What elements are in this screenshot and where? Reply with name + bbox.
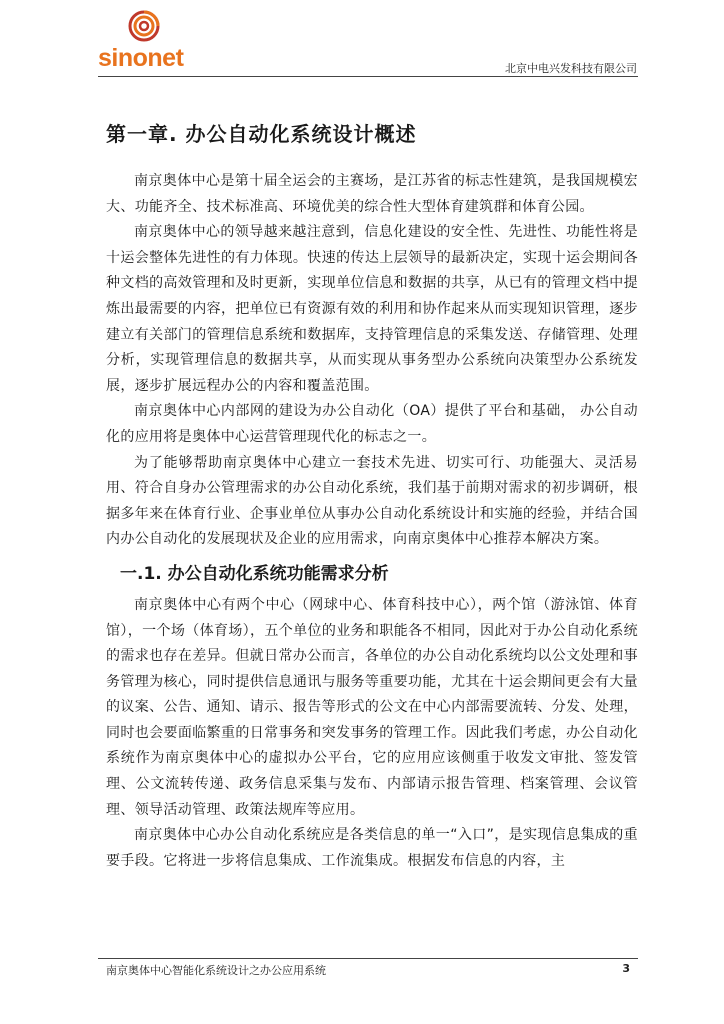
swirl-logo-icon	[128, 10, 160, 42]
paragraph: 南京奥体中心办公自动化系统应是各类信息的单一“入口”，是实现信息集成的重要手段。它将进一步将信息集成、工作流集成。根据发布信息的内容，主	[106, 827, 638, 869]
footer-document-title: 南京奥体中心智能化系统设计之办公应用系统	[106, 964, 326, 977]
paragraph: 南京奥体中心有两个中心（网球中心、体育科技中心），两个馆（游泳馆、体育馆），一个场（体育场），五个单位的业务和职能各不相同，因此对于办公自动化系统的需求也存在差异。但就日常办公而言，各单位的办公自动化系统均以公文处理和事务管理为核心，同时提供信息通讯与服务等重要功能，尤其在十运会期间更会有大量的议案、公告、通知、请示、报告等形式的公文在中心内部需要流转、分发、处理，同时也会要面临繁重的日常事务和突发事务的管理工作。因此我们考虑，办公自动化系统作为南京奥体中心的虚拟办公平台，它的应用应该侧重于收发文审批、签发管理、公文流转传递、政务信息采集与发布、内部请示报告管理、档案管理、会议管理、领导活动管理、政策法规库等应用。	[106, 596, 638, 818]
paragraph: 南京奥体中心的领导越来越注意到，信息化建设的安全性、先进性、功能性将是十运会整体先进性的有力体现。快速的传达上层领导的最新决定，实现十运会期间各种文档的高效管理和及时更新，实现单位信息和数据的共享，从已有的管理文档中提炼出最需要的内容，把单位已有资源有效的利用和协作起来从而实现知识管理，逐步建立有关部门的管理信息系统和数据库，支持管理信息的采集发送、存储管理、处理分析，实现管理信息的数据共享，从而实现从事务型办公系统向决策型办公系统发展，逐步扩展远程办公的内容和覆盖范围。	[106, 224, 638, 394]
paragraph: 为了能够帮助南京奥体中心建立一套技术先进、切实可行、功能强大、灵活易用、符合自身办公管理需求的办公自动化系统，我们基于前期对需求的初步调研，根据多年来在体育行业、企事业单位从事办公自动化系统设计和实施的经验，并结合国内办公自动化的发展现状及企业的应用需求，向南京奥体中心推荐本解决方案。	[106, 454, 638, 548]
logo-text: sinonet	[98, 44, 184, 72]
page-header	[0, 0, 724, 80]
page-number: 3	[622, 962, 630, 975]
footer-divider	[98, 958, 638, 959]
paragraph: 南京奥体中心内部网的建设为办公自动化（OA）提供了平台和基础， 办公自动化的应用将是奥体中心运营管理现代化的标志之一。	[106, 403, 638, 445]
document-body	[106, 118, 638, 874]
chapter-title: 第一章. 办公自动化系统设计概述	[106, 122, 417, 146]
company-name: 北京中电兴发科技有限公司	[505, 62, 637, 75]
section-title: 一.1. 办公自动化系统功能需求分析	[120, 563, 389, 584]
header-divider	[98, 76, 638, 77]
paragraph: 南京奥体中心是第十届全运会的主赛场，是江苏省的标志性建筑，是我国规模宏大、功能齐全、技术标准高、环境优美的综合性大型体育建筑群和体育公园。	[106, 173, 638, 215]
sinonet-logo	[98, 10, 188, 74]
